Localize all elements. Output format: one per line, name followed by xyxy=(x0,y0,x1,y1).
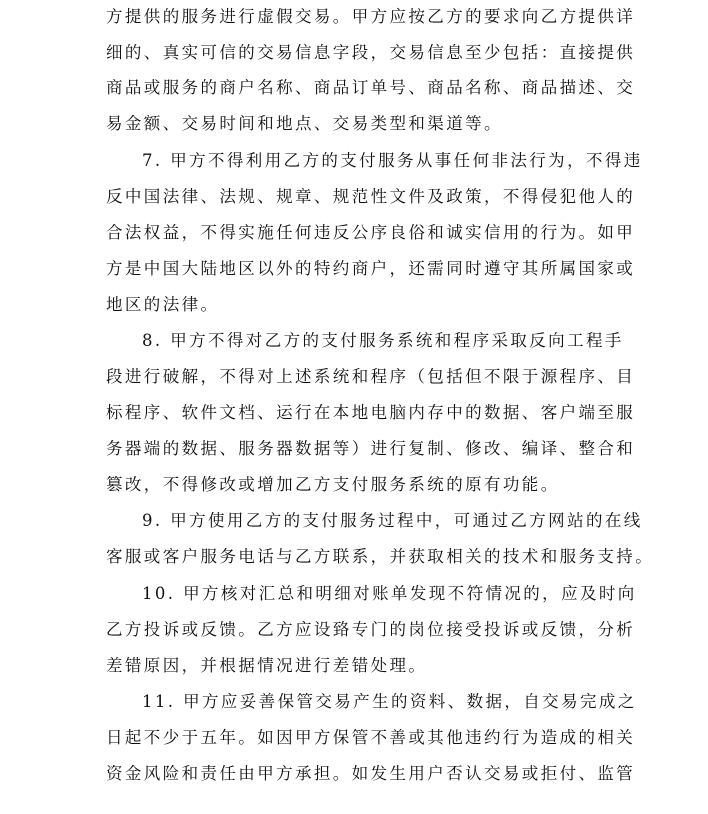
text-line: 地区的法律。 xyxy=(106,295,220,314)
text-line: 客服或客户服务电话与乙方联系，并获取相关的技术和服务支持。 xyxy=(106,547,655,566)
text-line: 日起不少于五年。如因甲方保管不善或其他违约行为造成的相关 xyxy=(106,728,636,747)
text-line: 乙方投诉或反馈。乙方应设臵专门的岗位接受投诉或反馈，分析 xyxy=(106,620,636,639)
text-line: 方提供的服务进行虚假交易。甲方应按乙方的要求向乙方提供详 xyxy=(106,7,636,26)
text-line: 反中国法律、法规、规章、规范性文件及政策，不得侵犯他人的 xyxy=(106,187,636,206)
text-line: 差错原因，并根据情况进行差错处理。 xyxy=(106,656,428,675)
text-line: 方是中国大陆地区以外的特约商户，还需同时遵守其所属国家或 xyxy=(106,259,636,278)
text-line: 标程序、软件文档、运行在本地电脑内存中的数据、客户端至服 xyxy=(106,403,636,422)
paragraph-8-start: 8. 甲方不得对乙方的支付服务系统和程序采取反向工程手 xyxy=(142,331,624,350)
text-line: 篡改，不得修改或增加乙方支付服务系统的原有功能。 xyxy=(106,475,560,494)
text-line: 易金额、交易时间和地点、交易类型和渠道等。 xyxy=(106,114,503,133)
text-line: 段进行破解，不得对上述系统和程序（包括但不限于源程序、目 xyxy=(106,367,636,386)
paragraph-10-start: 10. 甲方核对汇总和明细对账单发现不符情况的，应及时向 xyxy=(142,584,637,603)
paragraph-9-start: 9. 甲方使用乙方的支付服务过程中，可通过乙方网站的在线 xyxy=(142,511,643,530)
paragraph-7-start: 7. 甲方不得利用乙方的支付服务从事任何非法行为，不得违 xyxy=(142,151,643,170)
text-line: 合法权益，不得实施任何违反公序良俗和诚实信用的行为。如甲 xyxy=(106,223,636,242)
text-line: 资金风险和责任由甲方承担。如发生用户否认交易或拒付、监管 xyxy=(106,764,636,783)
text-line: 细的、真实可信的交易信息字段，交易信息至少包括：直接提供 xyxy=(106,43,636,62)
text-line: 务器端的数据、服务器数据等）进行复制、修改、编译、整合和 xyxy=(106,439,636,458)
paragraph-11-start: 11. 甲方应妥善保管交易产生的资料、数据，自交易完成之 xyxy=(142,692,637,711)
text-line: 商品或服务的商户名称、商品订单号、商品名称、商品描述、交 xyxy=(106,78,636,97)
